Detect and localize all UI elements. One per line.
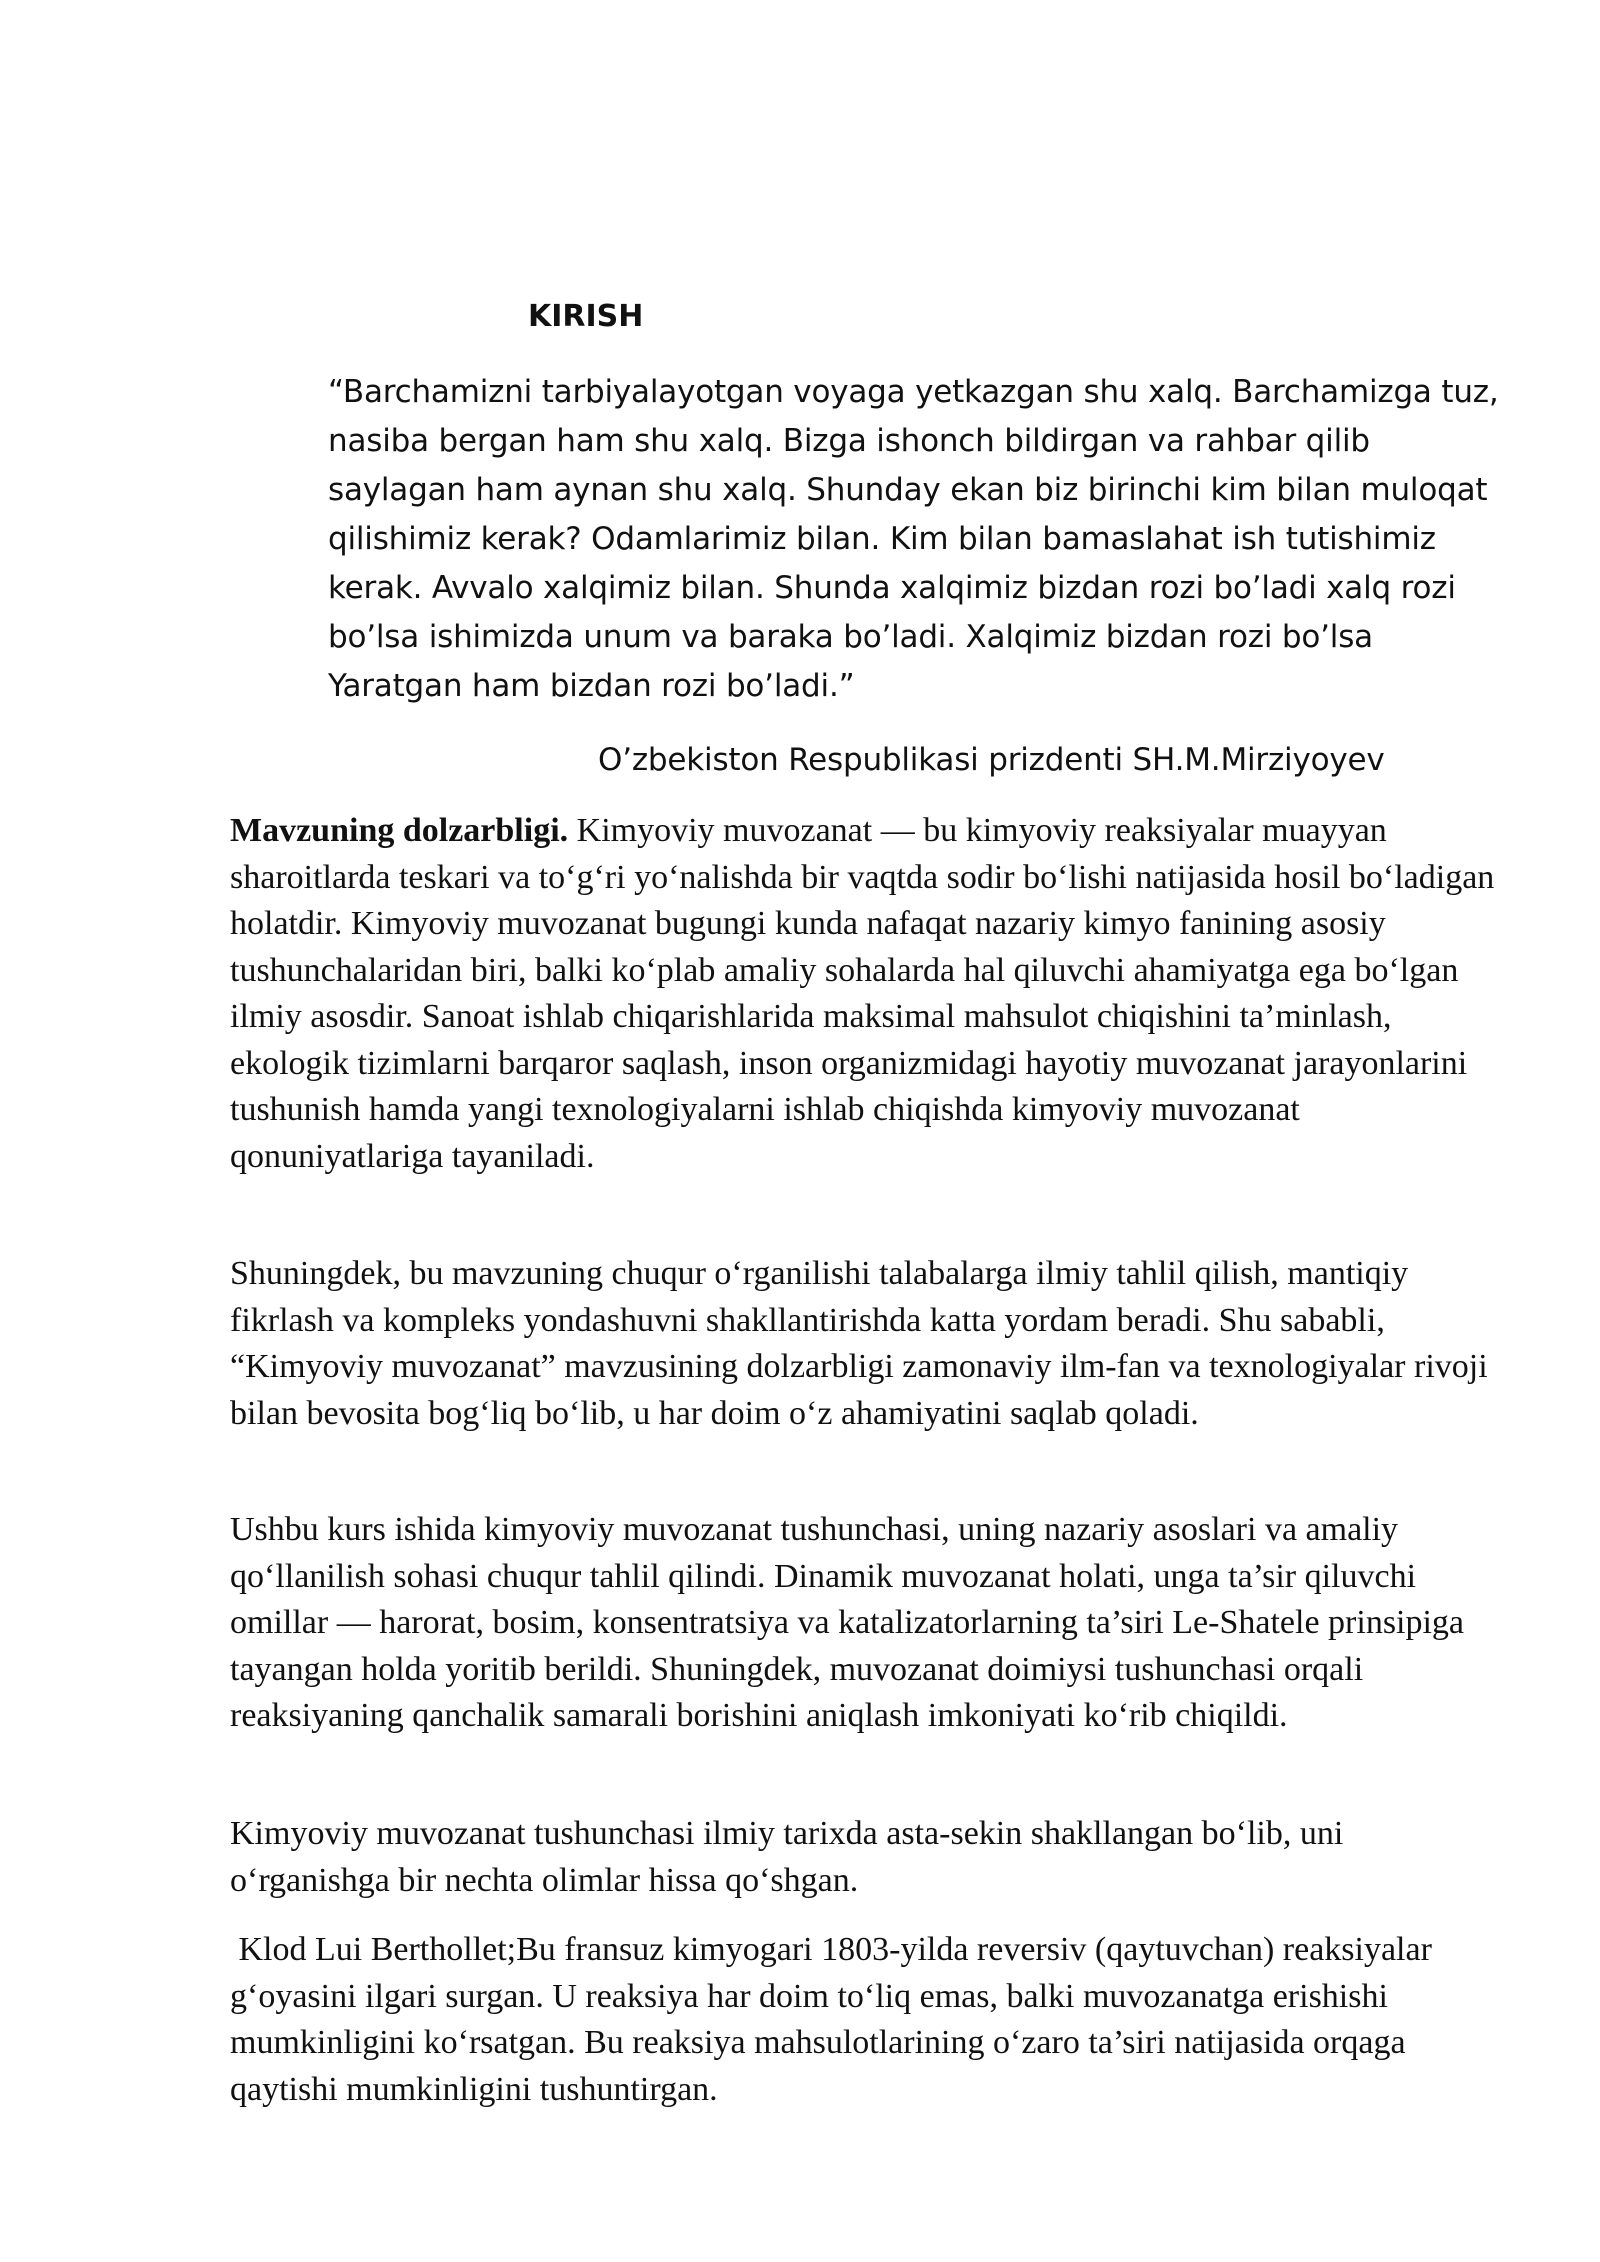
epigraph-author: O’zbekiston Respublikasi prizdenti SH.M.Mirziyoyev	[598, 742, 1385, 778]
paragraph-relevance	[230, 808, 1500, 1180]
paragraph-lead-title: Mavzuning dolzarbligi.	[230, 812, 569, 849]
paragraph-text: Shuningdek, bu mavzuning chuqur o‘rganilishi talabalarga ilmiy tahlil qilish, mantiqiy fikrlash va kompleks yondashuvni shakllantirishda katta yordam beradi. Shu sababli, “Kimyoviy muvozanat” mavzusining dolzarbligi zamonaviy ilm-fan va texnologiyalar rivoji bilan bevosita bog‘liq bo‘lib, u har doim o‘z ahamiyatini saqlab qoladi.	[230, 1255, 1488, 1432]
paragraph-text: Kimyoviy muvozanat tushunchasi ilmiy tarixda asta-sekin shakllangan bo‘lib, uni o‘rganishga bir nechta olimlar hissa qo‘shgan.	[230, 1815, 1344, 1899]
epigraph-quote: “Barchamizni tarbiyalayotgan voyaga yetkazgan shu xalq. Barchamizga tuz, nasiba bergan ham shu xalq. Bizga ishonch bildirgan va rahbar qilib saylagan ham aynan shu xalq. Shunday ekan biz birinchi kim bilan muloqat qilishimiz kerak? Odamlarimiz bilan. Kim bilan bamaslahat ish tutishimiz kerak. Avvalo xalqimiz bilan. Shunda xalqimiz bizdan rozi bo’ladi xalq rozi bo’lsa ishimizda unum va baraka bo’ladi. Xalqimiz bizdan rozi bo’lsa Yaratgan ham bizdan rozi bo’ladi.”	[328, 374, 1499, 704]
paragraph-text: Kimyoviy muvozanat — bu kimyoviy reaksiyalar muayyan sharoitlarda teskari va to‘g‘ri yo‘nalishda bir vaqtda sodir bo‘lishi natijasida hosil bo‘ladigan holatdir. Kimyoviy muvozanat bugungi kunda nafaqat nazariy kimyo fanining asosiy tushunchalaridan biri, balki ko‘plab amaliy sohalarda hal qiluvchi ahamiyatga ega bo‘lgan ilmiy asosdir. Sanoat ishlab chiqarishlarida maksimal mahsulot chiqishini ta’minlash, ekologik tizimlarni barqaror saqlash, inson organizmidagi hayotiy muvozanat jarayonlarini tushunish hamda yangi texnologiyalarni ishlab chiqishda kimyoviy muvozanat qonuniyatlariga tayaniladi.	[230, 812, 1495, 1175]
paragraph-text: Klod Lui Berthollet;Bu fransuz kimyogari 1803-yilda reversiv (qaytuvchan) reaksiyalar g‘oyasini ilgari surgan. U reaksiya har doim to‘liq emas, balki muvozanatga erishishi mumkinligini ko‘rsatgan. Bu reaksiya mahsulotlarining o‘zaro ta’siri natijasida orqaga qaytishi mumkinligini tushuntirgan.	[230, 1931, 1441, 2108]
section-heading: KIRISH	[528, 299, 644, 334]
paragraph-text: Ushbu kurs ishida kimyoviy muvozanat tushunchasi, uning nazariy asoslari va amaliy qo‘llanilish sohasi chuqur tahlil qilindi. Dinamik muvozanat holati, unga ta’sir qiluvchi omillar — harorat, bosim, konsentratsiya va katalizatorlarning ta’siri Le-Shatele prinsipiga tayangan holda yoritib berildi. Shuningdek, muvozanat doimiysi tushunchasi orqali reaksiyaning qanchalik samarali borishini aniqlash imkoniyati ko‘rib chiqildi.	[230, 1511, 1465, 1734]
